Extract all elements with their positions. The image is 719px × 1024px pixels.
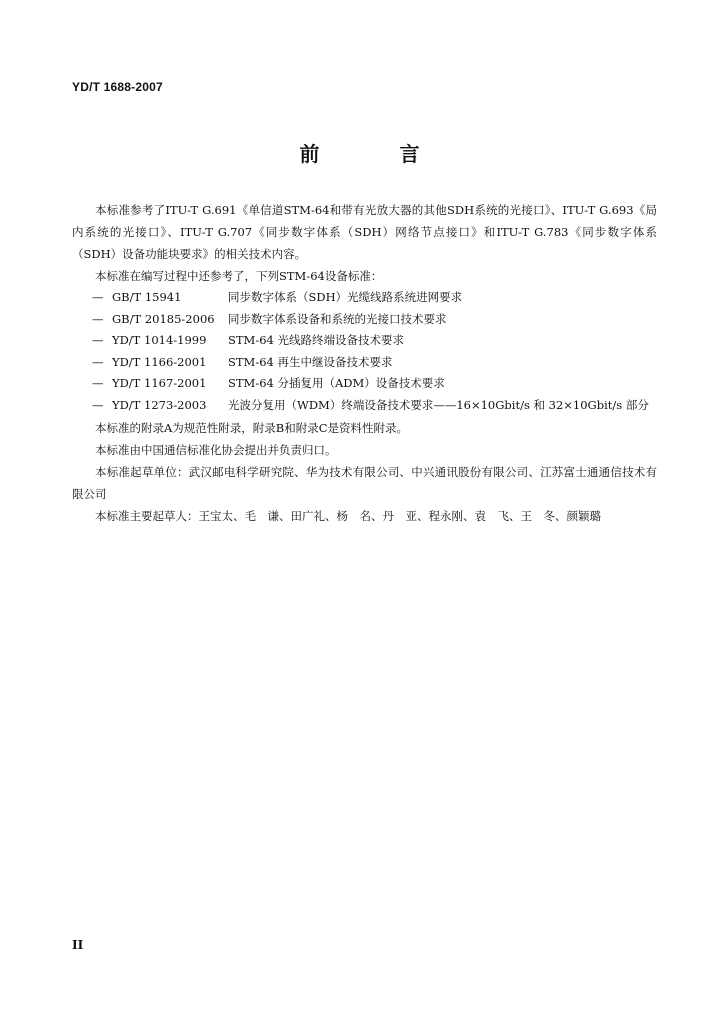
reference-standards-list (92, 287, 662, 416)
standard-title: 同步数字体系（SDH）光缆线路系统进网要求 (228, 290, 463, 304)
document-code: YD/T 1688-2007 (72, 80, 163, 94)
list-dash: — (92, 397, 104, 412)
standard-code: YD/T 1014-1999 (112, 333, 207, 347)
standard-title: STM-64 分插复用（ADM）设备技术要求 (228, 376, 445, 390)
drafters-paragraph: 本标准主要起草人：王宝太、毛 谦、田广礼、杨 名、丹 亚、程永刚、袁 飞、王 冬、颜颖璐 (95, 509, 601, 523)
list-item (92, 330, 662, 352)
standard-code: YD/T 1167-2001 (112, 376, 207, 390)
standard-code: YD/T 1273-2003 (112, 397, 207, 412)
standard-title: STM-64 光线路终端设备技术要求 (228, 333, 404, 347)
standard-code: GB/T 20185-2006 (112, 311, 215, 326)
list-item (92, 395, 662, 417)
appendix-paragraph: 本标准的附录A为规范性附录，附录B和附录C是资料性附录。 (95, 421, 409, 435)
list-item (92, 309, 662, 331)
intro-section (72, 199, 657, 287)
standard-code: YD/T 1166-2001 (112, 354, 207, 369)
list-item (92, 352, 662, 374)
intro-paragraph: 本标准参考了ITU-T G.691《单信道STM-64和带有光放大器的其他SDH系统的光接口》、ITU-T G.693《局内系统的光接口》、ITU-T G.707《同步数字体系（SDH）网络节点接口》和ITU-T G.783《同步数字体系（SDH）设备功能块要求》的相关技术内容。 (72, 203, 657, 261)
list-item (92, 287, 662, 309)
list-dash: — (92, 354, 104, 369)
list-dash: — (92, 311, 104, 326)
list-dash: — (92, 376, 104, 390)
closing-section (72, 417, 657, 527)
page-number: II (72, 938, 84, 952)
standard-title: 同步数字体系设备和系统的光接口技术要求 (228, 311, 447, 326)
page-title: 前 言 (299, 142, 450, 166)
list-dash: — (92, 333, 104, 347)
list-item (92, 373, 662, 395)
drafting-units-paragraph: 本标准起草单位：武汉邮电科学研究院、华为技术有限公司、中兴通讯股份有限公司、江苏富士通通信技术有限公司 (72, 465, 657, 501)
list-dash: — (92, 290, 104, 304)
standard-code: GB/T 15941 (112, 290, 182, 304)
proposer-paragraph: 本标准由中国通信标准化协会提出并负责归口。 (95, 443, 337, 457)
standard-title: STM-64 再生中继设备技术要求 (228, 354, 393, 369)
reference-lead-paragraph: 本标准在编写过程中还参考了，下列STM-64设备标准： (95, 269, 383, 283)
standard-title: 光波分复用（WDM）终端设备技术要求——16×10Gbit/s 和 32×10Gbit/s 部分 (228, 397, 649, 412)
